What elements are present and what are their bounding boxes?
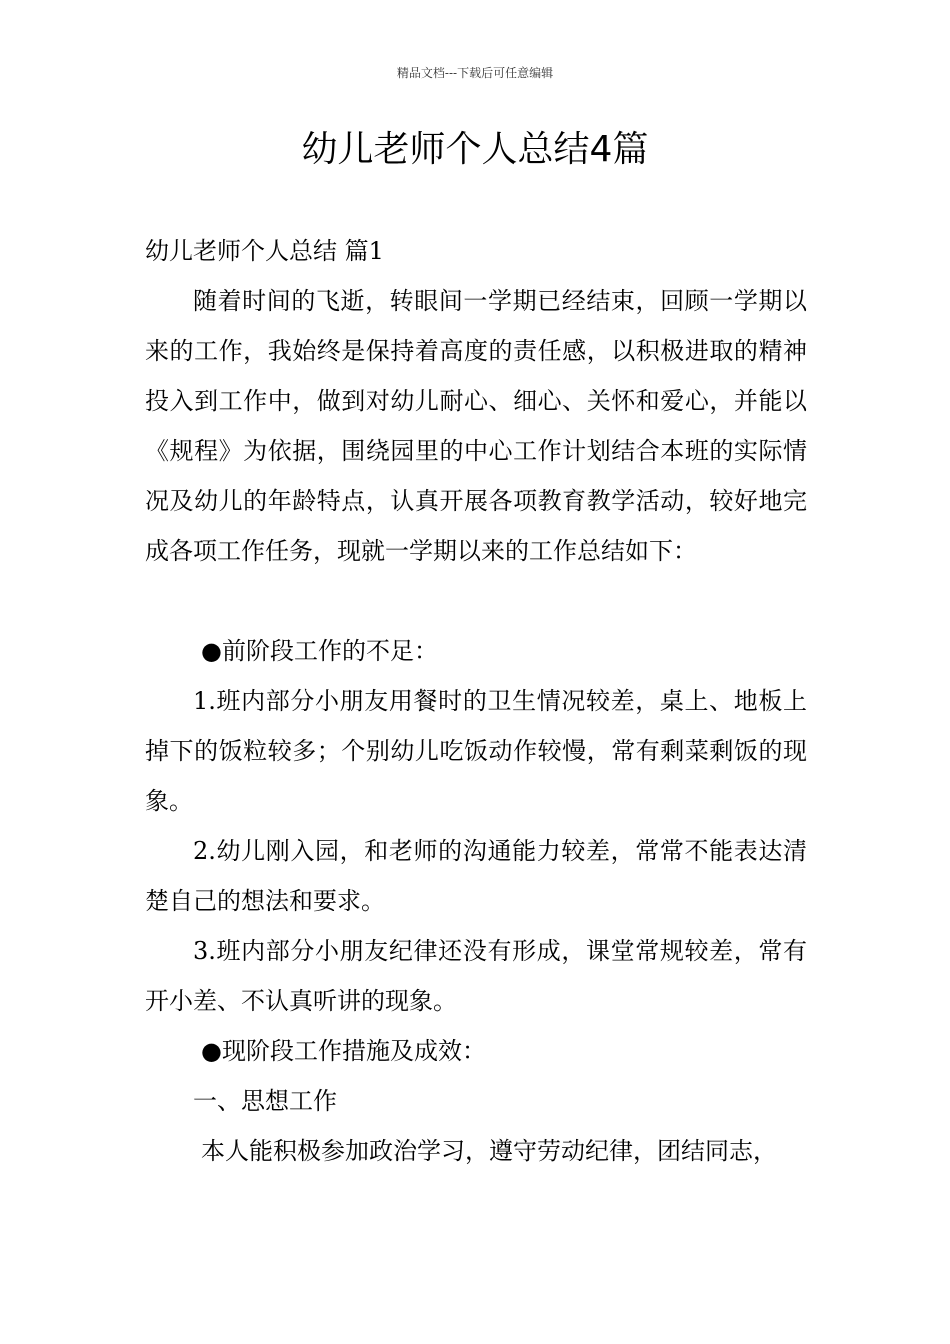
document-body (145, 226, 807, 1176)
header-note: 精品文档---下载后可任意编辑 (396, 66, 554, 80)
section-heading: 幼儿老师个人总结 篇1 (145, 237, 384, 265)
subheading-ideology: 一、思想工作 (193, 1087, 337, 1115)
ideology-paragraph: 本人能积极参加政治学习，遵守劳动纪律，团结同志， (201, 1137, 777, 1165)
intro-paragraph: 随着时间的飞逝，转眼间一学期已经结束，回顾一学期以来的工作，我始终是保持着高度的责任感，以积极进取的精神投入到工作中，做到对幼儿耐心、细心、关怀和爱心，并能以《规程》为依据，围绕园里的中心工作计划结合本班的实际情况及幼儿的年龄特点，认真开展各项教育教学活动，较好地完成各项工作任务，现就一学期以来的工作总结如下： (145, 287, 807, 565)
document-title: 幼儿老师个人总结4篇 (301, 129, 649, 170)
shortcomings-heading: ●前阶段工作的不足： (201, 637, 438, 665)
shortcoming-item-1: 1.班内部分小朋友用餐时的卫生情况较差，桌上、地板上掉下的饭粒较多；个别幼儿吃饭动作较慢，常有剩菜剩饭的现象。 (145, 687, 807, 815)
paragraph-spacer (145, 576, 807, 626)
shortcoming-item-3: 3.班内部分小朋友纪律还没有形成，课堂常规较差，常有开小差、不认真听讲的现象。 (145, 937, 807, 1015)
measures-heading: ●现阶段工作措施及成效： (201, 1037, 486, 1065)
shortcoming-item-2: 2.幼儿刚入园，和老师的沟通能力较差，常常不能表达清楚自己的想法和要求。 (145, 837, 807, 915)
